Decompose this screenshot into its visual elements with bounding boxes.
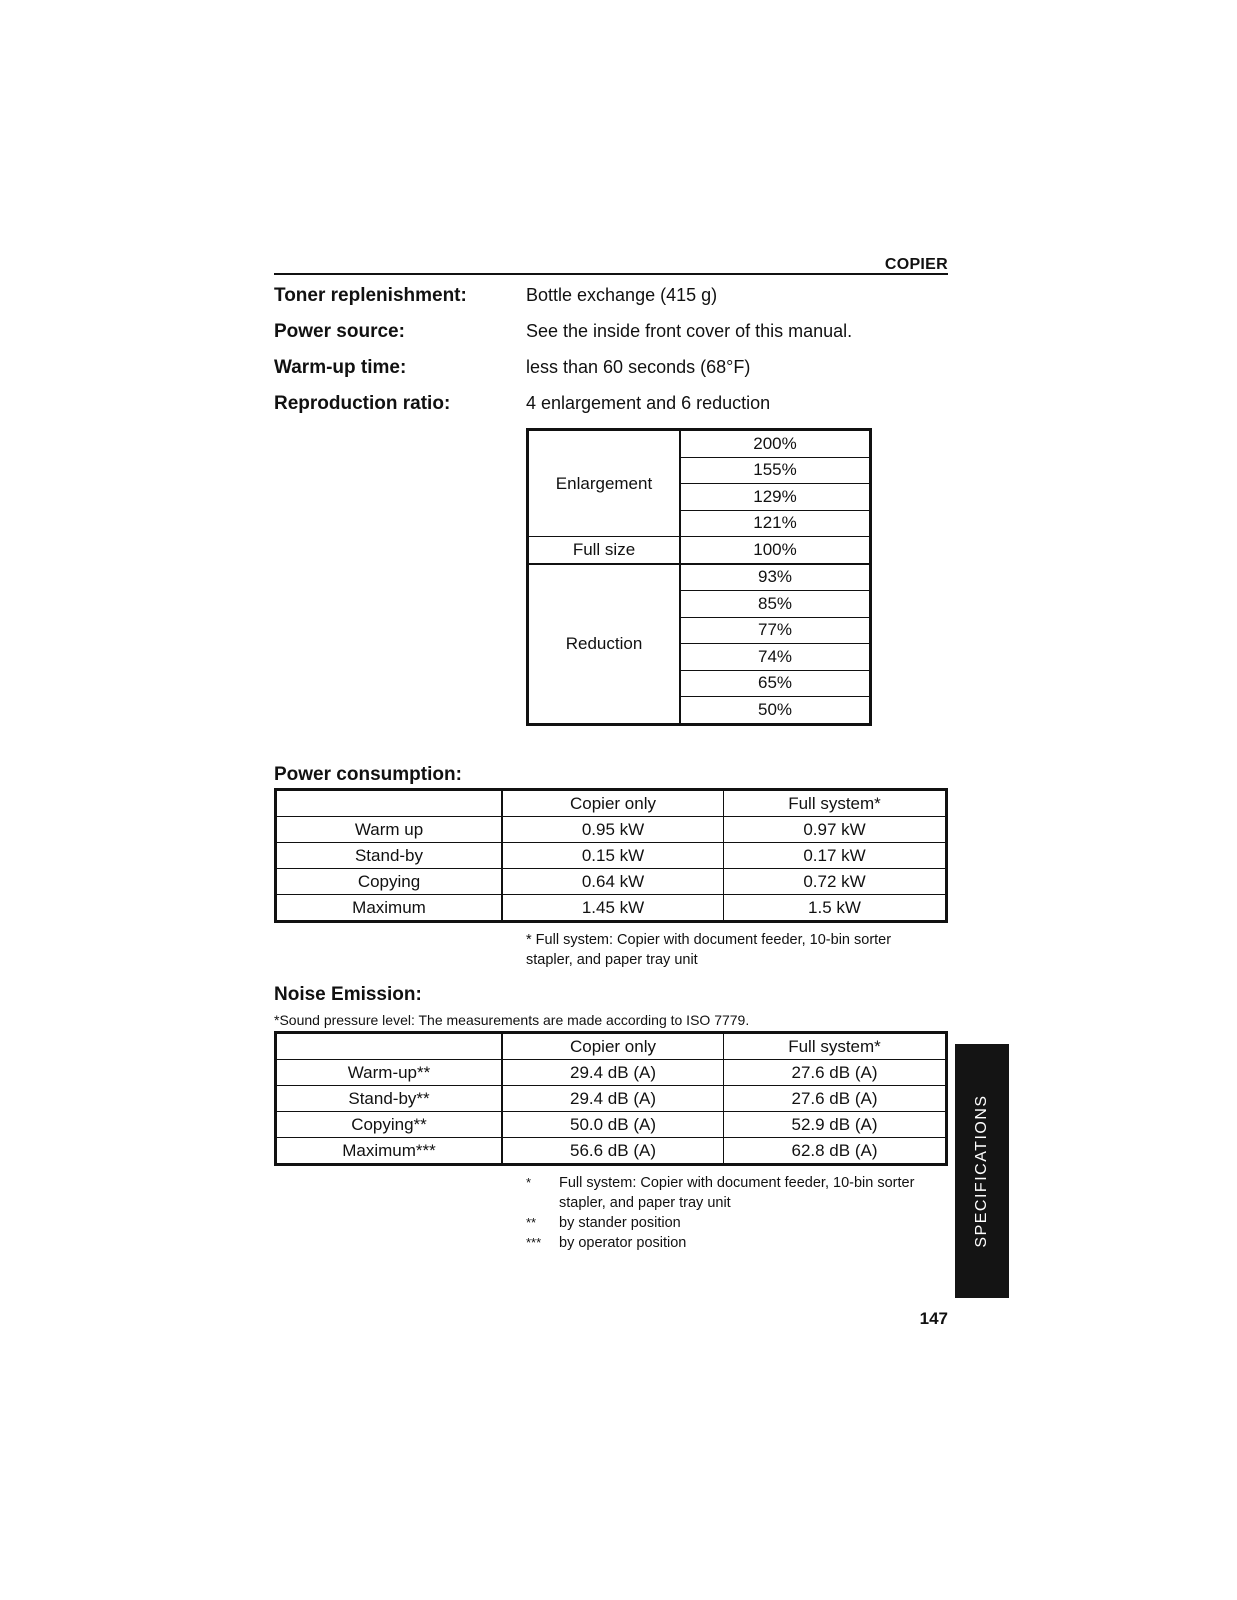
side-tab-label: SPECIFICATIONS — [973, 1094, 990, 1248]
spec-power-source — [274, 321, 948, 351]
row-label: Warm-up** — [276, 1060, 503, 1086]
row-label: Copying** — [276, 1112, 503, 1138]
column-header: Copier only — [502, 1033, 724, 1060]
spec-label: Power source: — [274, 321, 405, 342]
table-cell: 62.8 dB (A) — [724, 1138, 947, 1165]
footnote-mark: ** — [526, 1215, 537, 1230]
spec-value: 4 enlargement and 6 reduction — [526, 393, 771, 413]
noise-emission-table — [274, 1031, 948, 1166]
footnote-mark: *** — [526, 1235, 542, 1250]
table-cell: 56.6 dB (A) — [502, 1138, 724, 1165]
table-header-row — [276, 790, 947, 817]
table-row — [276, 1060, 947, 1086]
ratio-value: 74% — [680, 644, 871, 671]
table-row — [276, 1112, 947, 1138]
ratio-value: 121% — [680, 510, 871, 537]
full-size-label: Full size — [528, 537, 681, 564]
row-label: Copying — [276, 869, 503, 895]
spec-value: See the inside front cover of this manual. — [526, 321, 853, 341]
footnote-text: stapler, and paper tray unit — [559, 1195, 731, 1211]
ratio-value: 85% — [680, 591, 871, 618]
table-cell: 29.4 dB (A) — [502, 1086, 724, 1112]
column-header: Copier only — [502, 790, 724, 817]
row-label: Maximum — [276, 895, 503, 922]
table-row — [276, 1138, 947, 1165]
enlargement-label: Enlargement — [528, 430, 681, 537]
header-rule — [274, 273, 948, 275]
column-header: Full system* — [724, 1033, 947, 1060]
footnote-text: by stander position — [559, 1215, 681, 1231]
table-cell: 0.15 kW — [502, 843, 724, 869]
table-row — [276, 843, 947, 869]
spec-warm-up — [274, 357, 948, 387]
spec-value: less than 60 seconds (68°F) — [526, 357, 751, 377]
section-header: COPIER — [884, 256, 948, 273]
column-header — [276, 1033, 503, 1060]
reproduction-ratio-table — [526, 428, 872, 726]
ratio-value: 50% — [680, 697, 871, 725]
table-cell: 1.5 kW — [724, 895, 947, 922]
table-cell: 0.97 kW — [724, 817, 947, 843]
ratio-value: 129% — [680, 484, 871, 511]
row-label: Stand-by — [276, 843, 503, 869]
table-row — [528, 564, 871, 591]
row-label: Stand-by** — [276, 1086, 503, 1112]
spec-label: Toner replenishment: — [274, 285, 467, 306]
spec-label: Warm-up time: — [274, 357, 407, 378]
row-label: Maximum*** — [276, 1138, 503, 1165]
table-row — [276, 895, 947, 922]
ratio-value: 93% — [680, 564, 871, 591]
table-cell: 52.9 dB (A) — [724, 1112, 947, 1138]
noise-emission-heading: Noise Emission: — [274, 984, 422, 1005]
table-cell: 50.0 dB (A) — [502, 1112, 724, 1138]
table-header-row — [276, 1033, 947, 1060]
table-cell: 0.17 kW — [724, 843, 947, 869]
table-row — [528, 430, 871, 458]
table-row — [276, 1086, 947, 1112]
table-cell: 1.45 kW — [502, 895, 724, 922]
spec-label: Reproduction ratio: — [274, 393, 451, 414]
spec-reproduction — [274, 393, 948, 423]
table-cell: 27.6 dB (A) — [724, 1086, 947, 1112]
table-cell: 0.72 kW — [724, 869, 947, 895]
power-consumption-heading: Power consumption: — [274, 764, 462, 785]
table-row — [276, 869, 947, 895]
table-cell: 0.64 kW — [502, 869, 724, 895]
ratio-value: 77% — [680, 617, 871, 644]
footnote-text: by operator position — [559, 1235, 687, 1251]
footnote-text: Full system: Copier with document feeder, 10-bin sorter — [559, 1175, 915, 1191]
power-consumption-table — [274, 788, 948, 923]
spec-toner — [274, 285, 948, 315]
ratio-value: 155% — [680, 457, 871, 484]
row-label: Warm up — [276, 817, 503, 843]
footnote-mark: * — [526, 1175, 532, 1190]
reduction-label: Reduction — [528, 564, 681, 725]
ratio-value: 65% — [680, 670, 871, 697]
spec-value: Bottle exchange (415 g) — [526, 285, 718, 305]
power-footnote-line1: * Full system: Copier with document feeder, 10-bin sorter — [526, 932, 892, 948]
table-cell: 27.6 dB (A) — [724, 1060, 947, 1086]
noise-note: *Sound pressure level: The measurements are made according to ISO 7779. — [274, 1012, 750, 1028]
page-number: 147 — [919, 1309, 948, 1328]
ratio-value: 200% — [680, 430, 871, 458]
column-header: Full system* — [724, 790, 947, 817]
table-row — [528, 537, 871, 564]
table-row — [276, 817, 947, 843]
table-cell: 29.4 dB (A) — [502, 1060, 724, 1086]
specifications-side-tab — [955, 1044, 1009, 1298]
column-header — [276, 790, 503, 817]
table-cell: 0.95 kW — [502, 817, 724, 843]
ratio-value: 100% — [680, 537, 871, 564]
power-footnote-line2: stapler, and paper tray unit — [526, 952, 698, 968]
